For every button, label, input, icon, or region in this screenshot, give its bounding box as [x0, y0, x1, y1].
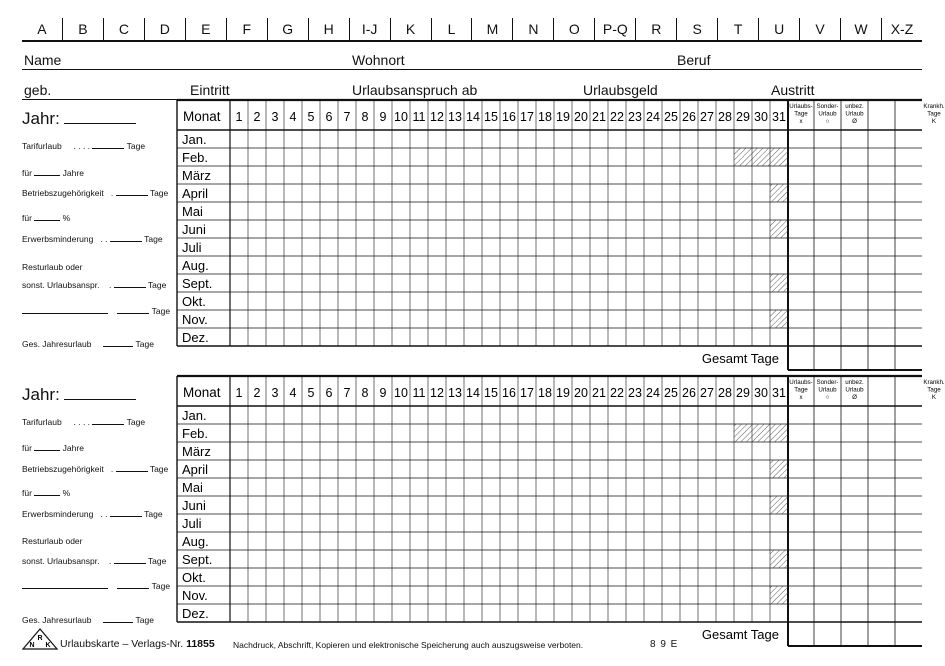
day-header: 10 [394, 110, 408, 124]
column-letter: M [471, 18, 512, 40]
day-header: 30 [754, 386, 768, 400]
summary-header: Urlaubs- [789, 379, 813, 386]
day-header: 17 [520, 110, 534, 124]
urlaubsgeld-label: Urlaubsgeld [583, 82, 658, 98]
day-header: 8 [361, 110, 369, 124]
day-header: 22 [610, 110, 624, 124]
monat-header: Monat [183, 109, 221, 124]
month-label: Mai [182, 480, 203, 495]
month-label: Juni [182, 498, 206, 513]
summary-header: unbez. [845, 103, 864, 110]
day-header: 26 [682, 386, 696, 400]
summary-header: x [799, 394, 803, 401]
column-letter: D [144, 18, 185, 40]
month-label: Dez. [182, 606, 209, 621]
day-header: 13 [448, 386, 462, 400]
month-label: Juni [182, 222, 206, 237]
summary-header: unbez. [845, 379, 864, 386]
wohnort-label: Wohnort [352, 52, 405, 68]
day-header: 21 [592, 386, 606, 400]
summary-header: Krankh. [923, 379, 945, 386]
column-letter: F [226, 18, 267, 40]
month-label: März [182, 168, 211, 183]
day-header: 27 [700, 386, 714, 400]
column-letter: E [185, 18, 226, 40]
summary-header: Tage [794, 110, 808, 118]
day-header: 25 [664, 110, 678, 124]
column-letter: A [37, 21, 47, 37]
logo-letter-r: R [37, 635, 43, 642]
summary-header: Urlaubs- [789, 103, 813, 110]
day-header: 19 [556, 386, 570, 400]
summary-header: Sonder- [816, 103, 839, 110]
jahr-label: Jahr: [22, 385, 136, 405]
day-header: 14 [466, 386, 480, 400]
day-header: 25 [664, 386, 678, 400]
day-header: 31 [772, 110, 786, 124]
summary-header: K [931, 118, 937, 125]
day-header: 18 [538, 386, 552, 400]
day-header: 18 [538, 110, 552, 124]
betriebszugehoerigkeit-label: Betriebszugehörigkeit . Tage [22, 464, 169, 474]
month-label: April [182, 462, 209, 477]
day-header: 2 [253, 386, 261, 400]
day-header: 28 [718, 110, 732, 124]
month-label: März [182, 444, 211, 459]
day-header: 12 [430, 386, 444, 400]
invalid-day-cell [752, 148, 770, 166]
invalid-day-cell [770, 184, 788, 202]
footer-number: 11855 [186, 638, 215, 650]
day-header: 27 [700, 110, 714, 124]
column-letter: X-Z [881, 18, 922, 40]
day-header: 15 [484, 386, 498, 400]
day-header: 4 [289, 386, 297, 400]
fuer-prozent-label: für % [22, 488, 71, 498]
invalid-day-cell [770, 496, 788, 514]
invalid-day-cell [770, 310, 788, 328]
invalid-day-cell [770, 148, 788, 166]
invalid-day-cell [770, 550, 788, 568]
day-header: 20 [574, 110, 588, 124]
day-header: 23 [628, 110, 642, 124]
austritt-label: Austritt [771, 82, 815, 98]
footer-title: Urlaubskarte – Verlags-Nr. 11855 [60, 638, 215, 650]
summary-header: Urlaub [845, 386, 864, 394]
logo-letter-n: N [29, 642, 35, 649]
day-header: 17 [520, 386, 534, 400]
ges-jahresurlaub-label: Ges. Jahresurlaub Tage [22, 339, 154, 349]
invalid-day-cell [770, 220, 788, 238]
day-header: 24 [646, 386, 660, 400]
extra-line-label: Tage [22, 306, 170, 316]
day-header: 8 [361, 386, 369, 400]
day-header: 14 [466, 110, 480, 124]
sonst-urlaubsanspr-label: sonst. Urlaubsanspr. . Tage [22, 280, 167, 290]
year-grid-1 [177, 100, 945, 370]
day-header: 24 [646, 110, 660, 124]
month-label: Okt. [182, 570, 206, 585]
summary-header: Tage [927, 110, 941, 118]
erwerbsminderung-label: Erwerbsminderung . . Tage [22, 234, 163, 244]
sonst-urlaubsanspr-label: sonst. Urlaubsanspr. . Tage [22, 556, 167, 566]
summary-header: Ø [852, 118, 857, 125]
month-label: Nov. [182, 312, 208, 327]
rnk-logo-icon [22, 628, 58, 650]
day-header: 6 [325, 110, 333, 124]
day-header: 13 [448, 110, 462, 124]
column-letter: K [390, 18, 431, 40]
column-letter: W [840, 18, 881, 40]
day-header: 30 [754, 110, 768, 124]
day-header: 20 [574, 386, 588, 400]
month-label: Juli [182, 516, 202, 531]
month-label: Juli [182, 240, 202, 255]
column-letter: S [676, 18, 717, 40]
column-letter: N [512, 18, 553, 40]
month-label: Nov. [182, 588, 208, 603]
footer-code: 8 9 E [650, 639, 679, 650]
column-letter: G [267, 18, 308, 40]
summary-header: Urlaub [818, 110, 837, 118]
day-header: 3 [271, 110, 279, 124]
summary-header: ○ [825, 118, 830, 125]
monat-header: Monat [183, 385, 221, 400]
month-label: Jan. [182, 132, 207, 147]
name-label: Name [24, 52, 62, 68]
day-header: 9 [379, 386, 387, 400]
resturlaub-label: Resturlaub oder [22, 536, 83, 546]
day-header: 6 [325, 386, 333, 400]
day-header: 5 [307, 386, 315, 400]
column-letter: P-Q [594, 18, 635, 40]
month-label: Feb. [182, 150, 209, 165]
day-header: 10 [394, 386, 408, 400]
month-label: April [182, 186, 209, 201]
fuer-prozent-label: für % [22, 213, 71, 223]
summary-header: Tage [927, 386, 941, 394]
invalid-day-cell [752, 424, 770, 442]
gesamt-tage-label: Gesamt Tage [701, 351, 779, 366]
geb-label: geb. [24, 82, 52, 98]
column-letter: U [758, 18, 799, 40]
invalid-day-cell [734, 424, 752, 442]
summary-header: ○ [825, 394, 830, 401]
summary-header: Urlaub [818, 386, 837, 394]
day-header: 1 [235, 386, 243, 400]
erwerbsminderung-label: Erwerbsminderung . . Tage [22, 509, 163, 519]
logo-letter-k: K [45, 642, 51, 649]
ges-jahresurlaub-label: Ges. Jahresurlaub Tage [22, 615, 154, 625]
invalid-day-cell [734, 148, 752, 166]
invalid-day-cell [770, 274, 788, 292]
day-header: 11 [412, 110, 426, 124]
day-header: 5 [307, 110, 315, 124]
summary-header: Ø [852, 394, 857, 401]
column-letter: L [431, 18, 472, 40]
day-header: 29 [736, 386, 750, 400]
urlaubsanspruch-label: Urlaubsanspruch ab [352, 82, 478, 98]
resturlaub-label: Resturlaub oder [22, 262, 83, 272]
column-letter: V [799, 18, 840, 40]
invalid-day-cell [770, 460, 788, 478]
column-letter: B [62, 18, 103, 40]
day-header: 31 [772, 386, 786, 400]
month-label: Jan. [182, 408, 207, 423]
summary-header: Urlaub [845, 110, 864, 118]
day-header: 16 [502, 110, 516, 124]
column-letter: C [103, 18, 144, 40]
day-header: 22 [610, 386, 624, 400]
summary-header: x [799, 118, 803, 125]
day-header: 28 [718, 386, 732, 400]
day-header: 19 [556, 110, 570, 124]
month-label: Aug. [182, 258, 209, 273]
day-header: 21 [592, 110, 606, 124]
jahr-label: Jahr: [22, 109, 136, 129]
day-header: 7 [343, 386, 351, 400]
month-label: Mai [182, 204, 203, 219]
day-header: 15 [484, 110, 498, 124]
day-header: 2 [253, 110, 261, 124]
day-header: 11 [412, 386, 426, 400]
day-header: 1 [235, 110, 243, 124]
column-letter: T [717, 18, 758, 40]
tarifurlaub-label: Tarifurlaub . . . . Tage [22, 141, 146, 151]
day-header: 16 [502, 386, 516, 400]
column-letter: O [553, 18, 594, 40]
summary-header: Tage [794, 386, 808, 394]
summary-header: Krankh. [923, 103, 945, 110]
summary-header: Sonder- [816, 379, 839, 386]
betriebszugehoerigkeit-label: Betriebszugehörigkeit . Tage [22, 188, 169, 198]
month-label: Sept. [182, 276, 213, 291]
column-letter: I-J [349, 18, 390, 40]
day-header: 7 [343, 110, 351, 124]
day-header: 12 [430, 110, 444, 124]
column-letter: R [635, 18, 676, 40]
day-header: 29 [736, 110, 750, 124]
column-letter: H [308, 18, 349, 40]
day-header: 26 [682, 110, 696, 124]
month-label: Okt. [182, 294, 206, 309]
year-grid-2 [177, 376, 945, 646]
day-header: 4 [289, 110, 297, 124]
tarifurlaub-label: Tarifurlaub . . . . Tage [22, 417, 146, 427]
month-label: Sept. [182, 552, 213, 567]
summary-header: K [931, 394, 937, 401]
invalid-day-cell [770, 586, 788, 604]
extra-line-label: Tage [22, 581, 170, 591]
fuer-jahre-label: für Jahre [22, 443, 84, 453]
month-label: Aug. [182, 534, 209, 549]
invalid-day-cell [770, 424, 788, 442]
day-header: 9 [379, 110, 387, 124]
beruf-label: Beruf [677, 52, 711, 68]
fuer-jahre-label: für Jahre [22, 168, 84, 178]
footer-copyright: Nachdruck, Abschrift, Kopieren und elektronische Speicherung auch auszugsweise verboten. [233, 640, 584, 650]
eintritt-label: Eintritt [190, 82, 230, 98]
month-label: Feb. [182, 426, 209, 441]
day-header: 3 [271, 386, 279, 400]
month-label: Dez. [182, 330, 209, 345]
day-header: 23 [628, 386, 642, 400]
gesamt-tage-label: Gesamt Tage [701, 627, 779, 642]
